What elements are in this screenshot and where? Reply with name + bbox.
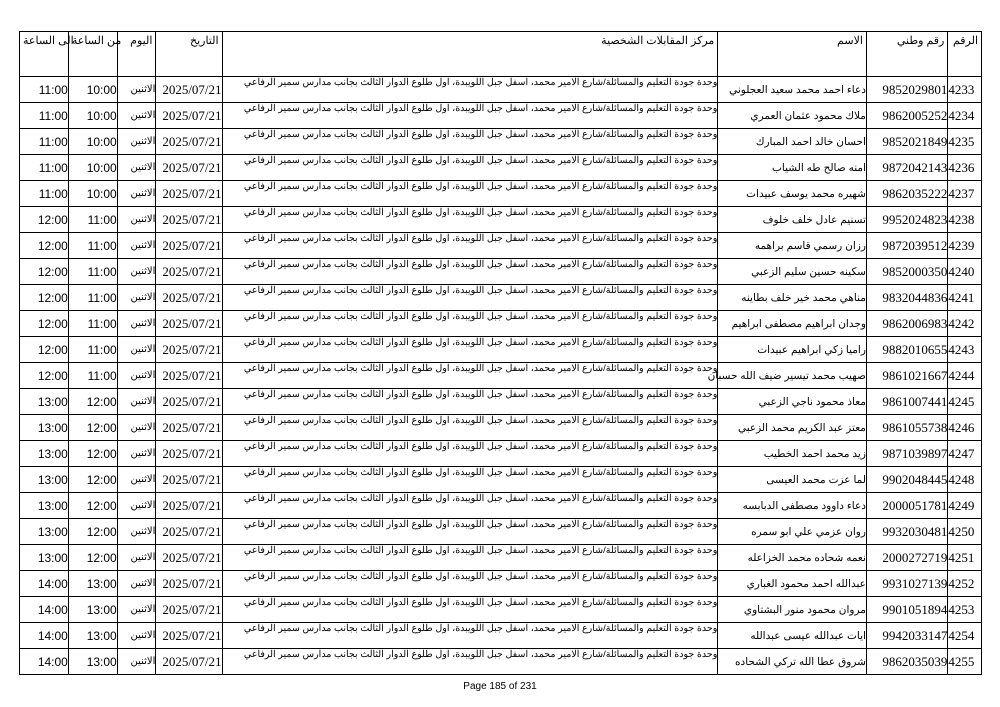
- cell-national-id: 9852029801: [866, 77, 947, 103]
- cell-number: 4246: [948, 415, 982, 441]
- cell-day: الاثنين: [117, 623, 156, 649]
- cell-number: 4234: [948, 103, 982, 129]
- cell-number: 4241: [948, 285, 982, 311]
- cell-number: 4237: [948, 181, 982, 207]
- cell-from-time: 10:00: [68, 129, 117, 155]
- cell-to-time: 13:00: [20, 389, 69, 415]
- cell-national-id: 9861007441: [866, 389, 947, 415]
- cell-number: 4248: [948, 467, 982, 493]
- cell-center: وحدة جودة التعليم والمسائلة/شارع الامير محمد، اسفل جبل اللويبدة، اول طلوع الدوار الثالث بجانب مدارس سمير الرفاعي: [222, 285, 718, 311]
- cell-to-time: 14:00: [20, 597, 69, 623]
- cell-number: 4251: [948, 545, 982, 571]
- cell-number: 4235: [948, 129, 982, 155]
- table-row: [20, 129, 982, 155]
- cell-national-id: 9882010655: [866, 337, 947, 363]
- cell-name: دعاء احمد محمد سعيد العجلوني: [718, 77, 867, 103]
- cell-name: دعاء داوود مصطفى الدبابسه: [718, 493, 867, 519]
- cell-name: معاذ محمود ناجي الزعبي: [718, 389, 867, 415]
- cell-date: 2025/07/21: [156, 415, 222, 441]
- cell-day: الاثنين: [117, 519, 156, 545]
- cell-day: الاثنين: [117, 77, 156, 103]
- cell-national-id: 9931027139: [866, 571, 947, 597]
- cell-number: 4252: [948, 571, 982, 597]
- cell-date: 2025/07/21: [156, 389, 222, 415]
- table-row: [20, 649, 982, 675]
- cell-name: شروق عطا الله تركي الشحاده: [718, 649, 867, 675]
- cell-from-time: 11:00: [68, 233, 117, 259]
- cell-day: الاثنين: [117, 571, 156, 597]
- cell-to-time: 12:00: [20, 311, 69, 337]
- cell-national-id: 9832044836: [866, 285, 947, 311]
- cell-date: 2025/07/21: [156, 311, 222, 337]
- cell-name: احسان خالد احمد المبارك: [718, 129, 867, 155]
- cell-from-time: 12:00: [68, 519, 117, 545]
- cell-number: 4243: [948, 337, 982, 363]
- cell-national-id: 9861021667: [866, 363, 947, 389]
- cell-from-time: 12:00: [68, 389, 117, 415]
- cell-date: 2025/07/21: [156, 337, 222, 363]
- cell-to-time: 12:00: [20, 207, 69, 233]
- cell-from-time: 13:00: [68, 597, 117, 623]
- header-date: التاريخ: [156, 32, 222, 77]
- cell-name: معتز عبد الكريم محمد الزعبي: [718, 415, 867, 441]
- cell-number: 4253: [948, 597, 982, 623]
- cell-from-time: 11:00: [68, 207, 117, 233]
- cell-to-time: 13:00: [20, 493, 69, 519]
- cell-day: الاثنين: [117, 181, 156, 207]
- cell-name: مروان محمود منور البشتاوي: [718, 597, 867, 623]
- table-row: [20, 545, 982, 571]
- cell-number: 4249: [948, 493, 982, 519]
- cell-center: وحدة جودة التعليم والمسائلة/شارع الامير محمد، اسفل جبل اللويبدة، اول طلوع الدوار الثالث بجانب مدارس سمير الرفاعي: [222, 389, 718, 415]
- cell-name: تسنيم عادل خلف خلوف: [718, 207, 867, 233]
- cell-center: وحدة جودة التعليم والمسائلة/شارع الامير محمد، اسفل جبل اللويبدة، اول طلوع الدوار الثالث بجانب مدارس سمير الرفاعي: [222, 155, 718, 181]
- cell-from-time: 12:00: [68, 545, 117, 571]
- header-day: اليوم: [117, 32, 156, 77]
- table-body: [20, 77, 982, 675]
- header-from-time: من الساعة: [68, 32, 117, 77]
- cell-number: 4255: [948, 649, 982, 675]
- cell-day: الاثنين: [117, 389, 156, 415]
- cell-date: 2025/07/21: [156, 493, 222, 519]
- cell-name: زيد محمد احمد الخطيب: [718, 441, 867, 467]
- cell-day: الاثنين: [117, 259, 156, 285]
- cell-day: الاثنين: [117, 311, 156, 337]
- cell-day: الاثنين: [117, 233, 156, 259]
- cell-from-time: 10:00: [68, 155, 117, 181]
- interview-schedule-table: [19, 31, 982, 675]
- cell-name: امنه صالح طه الشياب: [718, 155, 867, 181]
- table-row: [20, 467, 982, 493]
- header-number: الرقم: [948, 32, 982, 77]
- cell-name: لما عزت محمد العيسى: [718, 467, 867, 493]
- cell-to-time: 13:00: [20, 441, 69, 467]
- cell-date: 2025/07/21: [156, 129, 222, 155]
- table-row: [20, 571, 982, 597]
- cell-day: الاثنين: [117, 337, 156, 363]
- cell-name: مناهي محمد خير خلف بطاينه: [718, 285, 867, 311]
- cell-name: ايات عبدالله عيسى عبدالله: [718, 623, 867, 649]
- cell-from-time: 10:00: [68, 103, 117, 129]
- cell-national-id: 2000272719: [866, 545, 947, 571]
- cell-national-id: 9871039897: [866, 441, 947, 467]
- cell-national-id: 9862035222: [866, 181, 947, 207]
- cell-number: 4244: [948, 363, 982, 389]
- cell-national-id: 9942033147: [866, 623, 947, 649]
- cell-to-time: 11:00: [20, 181, 69, 207]
- cell-day: الاثنين: [117, 285, 156, 311]
- cell-to-time: 13:00: [20, 415, 69, 441]
- cell-from-time: 12:00: [68, 467, 117, 493]
- page-footer: Page 185 of 231: [463, 681, 537, 692]
- table-row: [20, 363, 982, 389]
- cell-name: سكينه حسين سليم الزعبي: [718, 259, 867, 285]
- cell-date: 2025/07/21: [156, 259, 222, 285]
- cell-center: وحدة جودة التعليم والمسائلة/شارع الامير محمد، اسفل جبل اللويبدة، اول طلوع الدوار الثالث بجانب مدارس سمير الرفاعي: [222, 259, 718, 285]
- cell-day: الاثنين: [117, 545, 156, 571]
- cell-center: وحدة جودة التعليم والمسائلة/شارع الامير محمد، اسفل جبل اللويبدة، اول طلوع الدوار الثالث بجانب مدارس سمير الرفاعي: [222, 181, 718, 207]
- cell-day: الاثنين: [117, 649, 156, 675]
- cell-center: وحدة جودة التعليم والمسائلة/شارع الامير محمد، اسفل جبل اللويبدة، اول طلوع الدوار الثالث بجانب مدارس سمير الرفاعي: [222, 623, 718, 649]
- cell-number: 4254: [948, 623, 982, 649]
- cell-name: ملاك محمود عثمان العمري: [718, 103, 867, 129]
- cell-to-time: 12:00: [20, 259, 69, 285]
- cell-center: وحدة جودة التعليم والمسائلة/شارع الامير محمد، اسفل جبل اللويبدة، اول طلوع الدوار الثالث بجانب مدارس سمير الرفاعي: [222, 519, 718, 545]
- cell-from-time: 13:00: [68, 571, 117, 597]
- table-row: [20, 441, 982, 467]
- cell-number: 4240: [948, 259, 982, 285]
- cell-national-id: 9862035039: [866, 649, 947, 675]
- cell-center: وحدة جودة التعليم والمسائلة/شارع الامير محمد، اسفل جبل اللويبدة، اول طلوع الدوار الثالث بجانب مدارس سمير الرفاعي: [222, 597, 718, 623]
- cell-national-id: 9902048445: [866, 467, 947, 493]
- cell-center: وحدة جودة التعليم والمسائلة/شارع الامير محمد، اسفل جبل اللويبدة، اول طلوع الدوار الثالث بجانب مدارس سمير الرفاعي: [222, 363, 718, 389]
- cell-name: عبدالله احمد محمود الغباري: [718, 571, 867, 597]
- cell-date: 2025/07/21: [156, 519, 222, 545]
- cell-from-time: 12:00: [68, 441, 117, 467]
- cell-number: 4233: [948, 77, 982, 103]
- cell-from-time: 13:00: [68, 623, 117, 649]
- table-row: [20, 493, 982, 519]
- cell-number: 4239: [948, 233, 982, 259]
- cell-date: 2025/07/21: [156, 363, 222, 389]
- cell-national-id: 2000051781: [866, 493, 947, 519]
- cell-center: وحدة جودة التعليم والمسائلة/شارع الامير محمد، اسفل جبل اللويبدة، اول طلوع الدوار الثالث بجانب مدارس سمير الرفاعي: [222, 441, 718, 467]
- cell-from-time: 11:00: [68, 285, 117, 311]
- cell-to-time: 12:00: [20, 285, 69, 311]
- cell-date: 2025/07/21: [156, 623, 222, 649]
- cell-number: 4250: [948, 519, 982, 545]
- cell-name: رزان رسمي قاسم براهمه: [718, 233, 867, 259]
- table-row: [20, 155, 982, 181]
- cell-date: 2025/07/21: [156, 597, 222, 623]
- cell-center: وحدة جودة التعليم والمسائلة/شارع الامير محمد، اسفل جبل اللويبدة، اول طلوع الدوار الثالث بجانب مدارس سمير الرفاعي: [222, 415, 718, 441]
- cell-center: وحدة جودة التعليم والمسائلة/شارع الامير محمد، اسفل جبل اللويبدة، اول طلوع الدوار الثالث بجانب مدارس سمير الرفاعي: [222, 129, 718, 155]
- cell-number: 4242: [948, 311, 982, 337]
- table-row: [20, 181, 982, 207]
- cell-date: 2025/07/21: [156, 181, 222, 207]
- cell-from-time: 13:00: [68, 649, 117, 675]
- cell-date: 2025/07/21: [156, 207, 222, 233]
- cell-center: وحدة جودة التعليم والمسائلة/شارع الامير محمد، اسفل جبل اللويبدة، اول طلوع الدوار الثالث بجانب مدارس سمير الرفاعي: [222, 207, 718, 233]
- cell-date: 2025/07/21: [156, 285, 222, 311]
- cell-date: 2025/07/21: [156, 467, 222, 493]
- cell-from-time: 10:00: [68, 77, 117, 103]
- cell-center: وحدة جودة التعليم والمسائلة/شارع الامير محمد، اسفل جبل اللويبدة، اول طلوع الدوار الثالث بجانب مدارس سمير الرفاعي: [222, 467, 718, 493]
- table-row: [20, 207, 982, 233]
- header-row: [20, 32, 982, 77]
- cell-name: راميا زكي ابراهيم عبيدات: [718, 337, 867, 363]
- cell-to-time: 13:00: [20, 467, 69, 493]
- cell-center: وحدة جودة التعليم والمسائلة/شارع الامير محمد، اسفل جبل اللويبدة، اول طلوع الدوار الثالث بجانب مدارس سمير الرفاعي: [222, 311, 718, 337]
- cell-to-time: 14:00: [20, 623, 69, 649]
- cell-to-time: 13:00: [20, 545, 69, 571]
- cell-day: الاثنين: [117, 493, 156, 519]
- cell-date: 2025/07/21: [156, 441, 222, 467]
- cell-day: الاثنين: [117, 207, 156, 233]
- cell-from-time: 11:00: [68, 259, 117, 285]
- header-national-id: رقم وطني: [866, 32, 947, 77]
- cell-center: وحدة جودة التعليم والمسائلة/شارع الامير محمد، اسفل جبل اللويبدة، اول طلوع الدوار الثالث بجانب مدارس سمير الرفاعي: [222, 77, 718, 103]
- cell-from-time: 12:00: [68, 493, 117, 519]
- cell-to-time: 13:00: [20, 519, 69, 545]
- cell-national-id: 9952024823: [866, 207, 947, 233]
- cell-from-time: 10:00: [68, 181, 117, 207]
- cell-from-time: 11:00: [68, 363, 117, 389]
- cell-center: وحدة جودة التعليم والمسائلة/شارع الامير محمد، اسفل جبل اللويبدة، اول طلوع الدوار الثالث بجانب مدارس سمير الرفاعي: [222, 337, 718, 363]
- cell-to-time: 12:00: [20, 337, 69, 363]
- cell-national-id: 9862006983: [866, 311, 947, 337]
- cell-from-time: 12:00: [68, 415, 117, 441]
- cell-day: الاثنين: [117, 467, 156, 493]
- cell-date: 2025/07/21: [156, 103, 222, 129]
- cell-name: روان عزمي علي ابو سمره: [718, 519, 867, 545]
- header-name: الاسم: [718, 32, 867, 77]
- cell-day: الاثنين: [117, 441, 156, 467]
- cell-number: 4247: [948, 441, 982, 467]
- cell-to-time: 12:00: [20, 233, 69, 259]
- cell-national-id: 9901051894: [866, 597, 947, 623]
- cell-day: الاثنين: [117, 415, 156, 441]
- cell-center: وحدة جودة التعليم والمسائلة/شارع الامير محمد، اسفل جبل اللويبدة، اول طلوع الدوار الثالث بجانب مدارس سمير الرفاعي: [222, 233, 718, 259]
- cell-number: 4236: [948, 155, 982, 181]
- cell-day: الاثنين: [117, 363, 156, 389]
- header-to-time: الى الساعة: [20, 32, 69, 77]
- cell-national-id: 9852000350: [866, 259, 947, 285]
- table-row: [20, 285, 982, 311]
- table-row: [20, 519, 982, 545]
- cell-day: الاثنين: [117, 129, 156, 155]
- cell-to-time: 12:00: [20, 363, 69, 389]
- table-row: [20, 389, 982, 415]
- cell-day: الاثنين: [117, 103, 156, 129]
- cell-name: صهيب محمد تيسير ضيف الله حسبان: [718, 363, 867, 389]
- cell-to-time: 11:00: [20, 129, 69, 155]
- cell-date: 2025/07/21: [156, 155, 222, 181]
- cell-national-id: 9872042143: [866, 155, 947, 181]
- cell-date: 2025/07/21: [156, 571, 222, 597]
- cell-from-time: 11:00: [68, 337, 117, 363]
- cell-to-time: 14:00: [20, 571, 69, 597]
- table-row: [20, 233, 982, 259]
- cell-name: وجدان ابراهيم مصطفى ابراهيم: [718, 311, 867, 337]
- cell-center: وحدة جودة التعليم والمسائلة/شارع الامير محمد، اسفل جبل اللويبدة، اول طلوع الدوار الثالث بجانب مدارس سمير الرفاعي: [222, 103, 718, 129]
- cell-national-id: 9872039512: [866, 233, 947, 259]
- cell-date: 2025/07/21: [156, 545, 222, 571]
- cell-to-time: 11:00: [20, 103, 69, 129]
- cell-to-time: 11:00: [20, 155, 69, 181]
- table-row: [20, 597, 982, 623]
- cell-national-id: 9932030481: [866, 519, 947, 545]
- cell-national-id: 9862005252: [866, 103, 947, 129]
- cell-date: 2025/07/21: [156, 649, 222, 675]
- cell-center: وحدة جودة التعليم والمسائلة/شارع الامير محمد، اسفل جبل اللويبدة، اول طلوع الدوار الثالث بجانب مدارس سمير الرفاعي: [222, 649, 718, 675]
- cell-center: وحدة جودة التعليم والمسائلة/شارع الامير محمد، اسفل جبل اللويبدة، اول طلوع الدوار الثالث بجانب مدارس سمير الرفاعي: [222, 493, 718, 519]
- cell-to-time: 11:00: [20, 77, 69, 103]
- cell-date: 2025/07/21: [156, 233, 222, 259]
- cell-national-id: 9861055738: [866, 415, 947, 441]
- table-row: [20, 623, 982, 649]
- cell-day: الاثنين: [117, 597, 156, 623]
- cell-date: 2025/07/21: [156, 77, 222, 103]
- cell-name: نعمه شحاده محمد الخزاعله: [718, 545, 867, 571]
- table-row: [20, 415, 982, 441]
- cell-to-time: 14:00: [20, 649, 69, 675]
- cell-from-time: 11:00: [68, 311, 117, 337]
- table-row: [20, 103, 982, 129]
- table-row: [20, 259, 982, 285]
- cell-center: وحدة جودة التعليم والمسائلة/شارع الامير محمد، اسفل جبل اللويبدة، اول طلوع الدوار الثالث بجانب مدارس سمير الرفاعي: [222, 545, 718, 571]
- cell-national-id: 9852021849: [866, 129, 947, 155]
- table-row: [20, 77, 982, 103]
- cell-number: 4245: [948, 389, 982, 415]
- cell-number: 4238: [948, 207, 982, 233]
- cell-day: الاثنين: [117, 155, 156, 181]
- table-row: [20, 311, 982, 337]
- cell-center: وحدة جودة التعليم والمسائلة/شارع الامير محمد، اسفل جبل اللويبدة، اول طلوع الدوار الثالث بجانب مدارس سمير الرفاعي: [222, 571, 718, 597]
- header-center: مركز المقابلات الشخصية: [222, 32, 718, 77]
- table-row: [20, 337, 982, 363]
- cell-name: شهيره محمد يوسف عبيدات: [718, 181, 867, 207]
